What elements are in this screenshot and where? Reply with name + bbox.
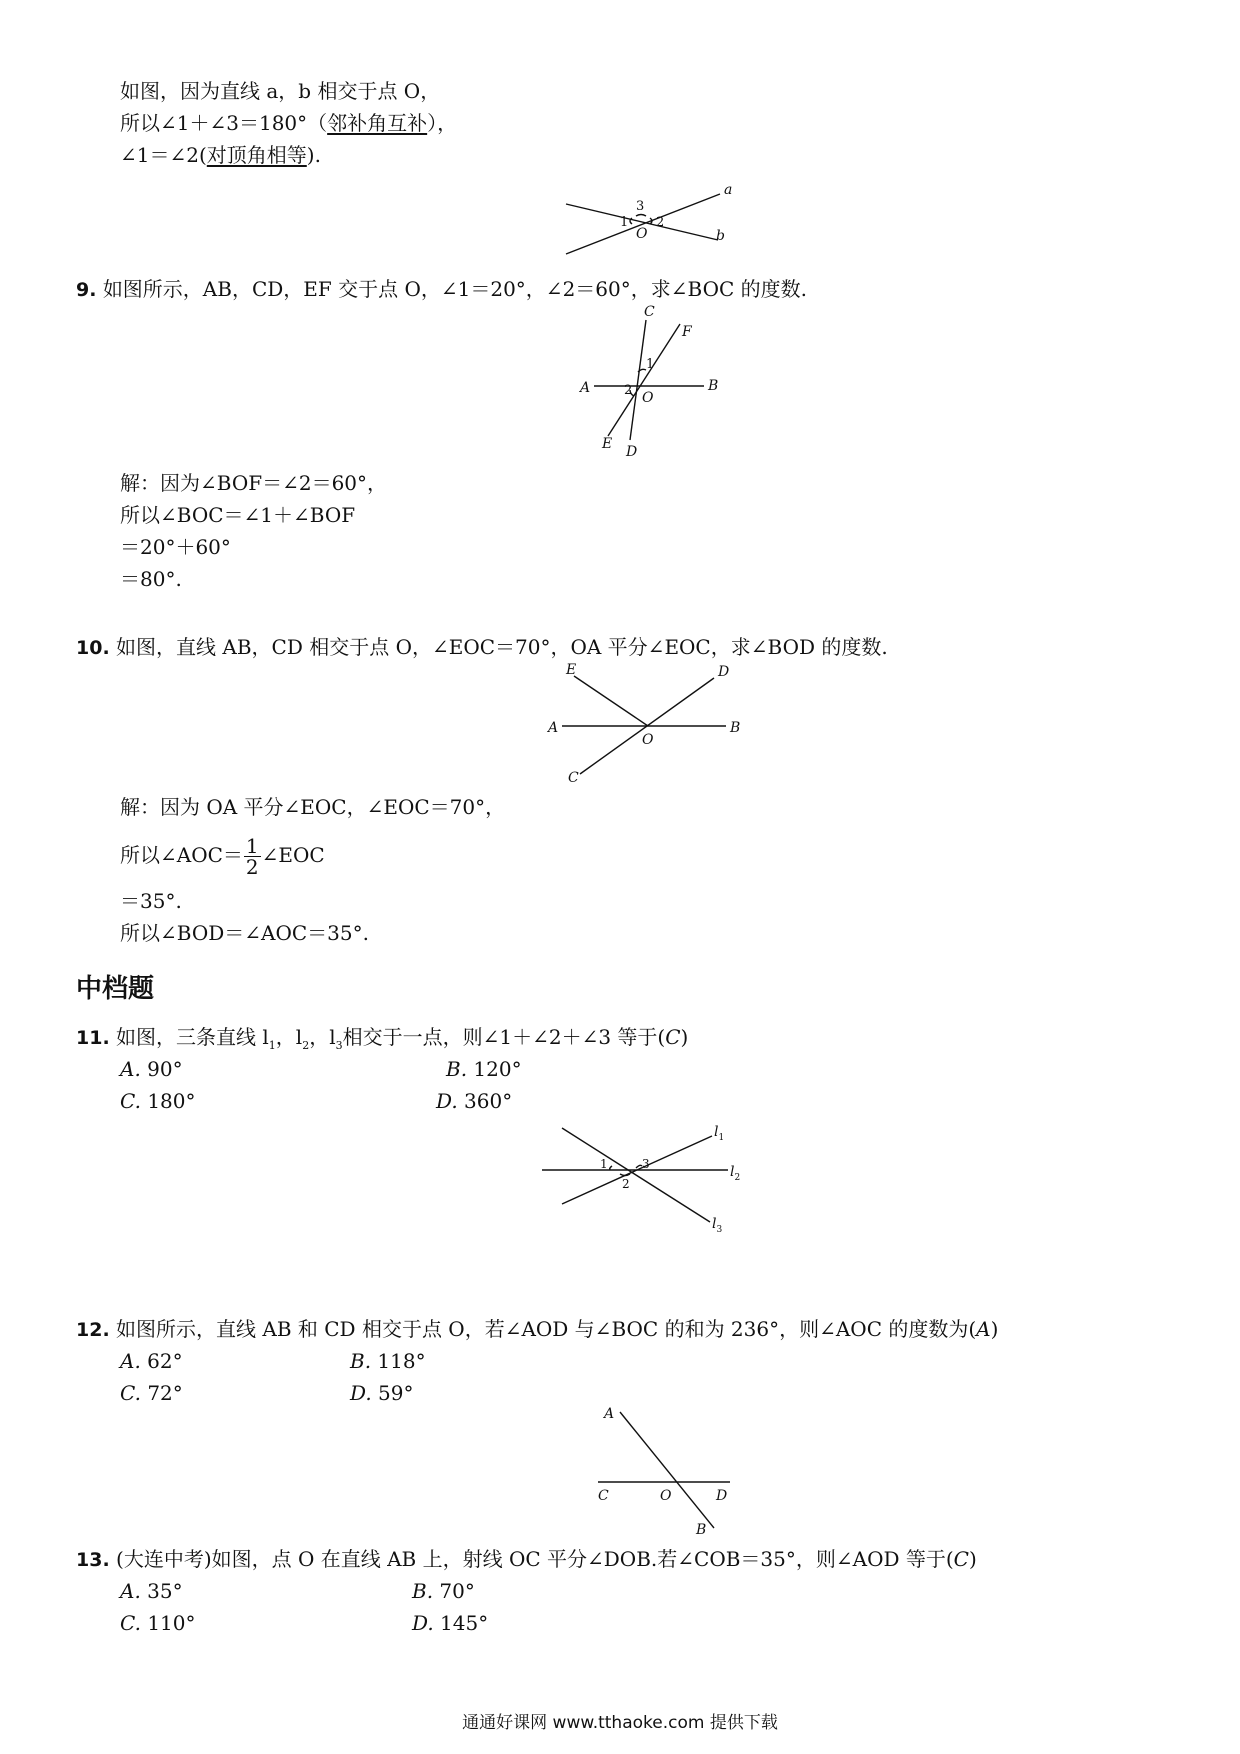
figure-q9 <box>574 304 724 460</box>
label-angle-2: 2 <box>656 215 665 230</box>
label-b: B <box>696 1522 707 1538</box>
underlined-answer: 邻补角互补 <box>327 111 428 135</box>
intro-line-2: 所以∠1＋∠3＝180°（邻补角互补）， <box>120 111 458 135</box>
q9-solution-line-4: ＝80°. <box>120 567 182 591</box>
option-a: A. 35° <box>120 1579 183 1603</box>
label-b: b <box>716 228 725 244</box>
question-9: 9. 如图所示，AB，CD，EF 交于点 O，∠1＝20°，∠2＝60°，求∠BOC 的度数. <box>76 277 807 301</box>
answer: C <box>953 1547 969 1571</box>
label-a: A <box>548 720 559 736</box>
option-c: C. 180° <box>120 1089 196 1113</box>
label-d: D <box>626 444 638 460</box>
question-11: 11. 如图，三条直线 $l_1$，$l_2$，$l_3$相交于一点，则∠1＋∠2＋∠3 等于(C) <box>76 1025 689 1052</box>
answer: C <box>665 1025 681 1049</box>
figure-q12 <box>596 1406 746 1536</box>
line-ab <box>620 1412 714 1528</box>
label-angle-1: 1 <box>646 357 655 372</box>
label-o: O <box>642 390 654 406</box>
q10-solution-line-3: ＝35°. <box>120 889 182 913</box>
label-a: A <box>580 380 591 396</box>
label-angle-3: 3 <box>636 199 645 214</box>
label-l2: $l_2$ <box>730 1164 741 1183</box>
label-l3: $l_3$ <box>712 1216 723 1235</box>
section-title: 中档题 <box>76 974 155 1004</box>
option-b: B. 120° <box>446 1057 522 1081</box>
label-b: B <box>730 720 741 736</box>
figure-q10 <box>548 664 748 784</box>
option-b: B. 70° <box>412 1579 475 1603</box>
label-a: a <box>724 182 733 198</box>
label-angle-2: 2 <box>622 1177 630 1191</box>
label-e: E <box>566 662 577 678</box>
label-o: O <box>636 226 648 242</box>
line-ef <box>608 324 680 436</box>
label-d: D <box>716 1488 728 1504</box>
label-l1: $l_1$ <box>714 1124 725 1143</box>
footer: 通通好课网 www.tthaoke.com 提供下载 <box>462 1713 778 1733</box>
option-c: C. 110° <box>120 1611 196 1635</box>
label-angle-2: 2 <box>624 383 633 398</box>
q10-solution-line-2: 所以∠AOC＝ $\frac{1}{2}$ ∠EOC <box>120 834 325 879</box>
label-angle-1: 1 <box>600 1157 608 1171</box>
q10-solution-line-4: 所以∠BOD＝∠AOC＝35°. <box>120 921 369 945</box>
label-o: O <box>642 732 654 748</box>
angle-arc <box>636 215 646 217</box>
underlined-answer: 对顶角相等 <box>206 143 307 167</box>
angle-arc <box>630 218 632 224</box>
label-c: C <box>644 304 655 320</box>
figure-intersecting-lines-ab <box>560 180 740 260</box>
question-10: 10. 如图，直线 AB，CD 相交于点 O，∠EOC＝70°，OA 平分∠EOC，求∠BOD 的度数. <box>76 635 888 659</box>
option-c: C. 72° <box>120 1381 183 1405</box>
label-a: A <box>604 1406 615 1422</box>
option-d: D. 59° <box>350 1381 414 1405</box>
label-d: D <box>718 664 730 680</box>
answer: A <box>976 1317 991 1341</box>
label-o: O <box>660 1488 672 1504</box>
q9-solution-line-2: 所以∠BOC＝∠1＋∠BOF <box>120 503 356 527</box>
q10-solution-line-1: 解：因为 OA 平分∠EOC，∠EOC＝70°， <box>120 795 506 819</box>
q9-solution-line-1: 解：因为∠BOF＝∠2＝60°， <box>120 471 388 495</box>
label-angle-3: 3 <box>642 1157 650 1171</box>
label-angle-1: 1 <box>620 215 629 230</box>
q9-solution-line-3: ＝20°＋60° <box>120 535 231 559</box>
intro-line-3: ∠1＝∠2(对顶角相等). <box>120 143 321 167</box>
fraction-one-half: $\frac{1}{2}$ <box>245 834 259 879</box>
option-a: A. 62° <box>120 1349 183 1373</box>
question-13: 13. (大连中考)如图，点 O 在直线 AB 上，射线 OC 平分∠DOB.若∠COB＝35°，则∠AOD 等于(C) <box>76 1547 977 1571</box>
option-d: D. 360° <box>436 1089 513 1113</box>
option-a: A. 90° <box>120 1057 183 1081</box>
intro-line-1: 如图，因为直线 a，b 相交于点 O， <box>120 79 441 103</box>
line-l3 <box>562 1128 710 1222</box>
label-c: C <box>568 770 579 786</box>
label-c: C <box>598 1488 609 1504</box>
option-d: D. 145° <box>412 1611 489 1635</box>
label-b: B <box>708 378 719 394</box>
question-12: 12. 如图所示，直线 AB 和 CD 相交于点 O，若∠AOD 与∠BOC 的和为 236°，则∠AOC 的度数为(A) <box>76 1317 999 1341</box>
figure-q11 <box>542 1120 762 1240</box>
label-e: E <box>602 436 613 452</box>
option-b: B. 118° <box>350 1349 426 1373</box>
label-f: F <box>682 324 692 340</box>
ray-oe <box>574 676 648 726</box>
